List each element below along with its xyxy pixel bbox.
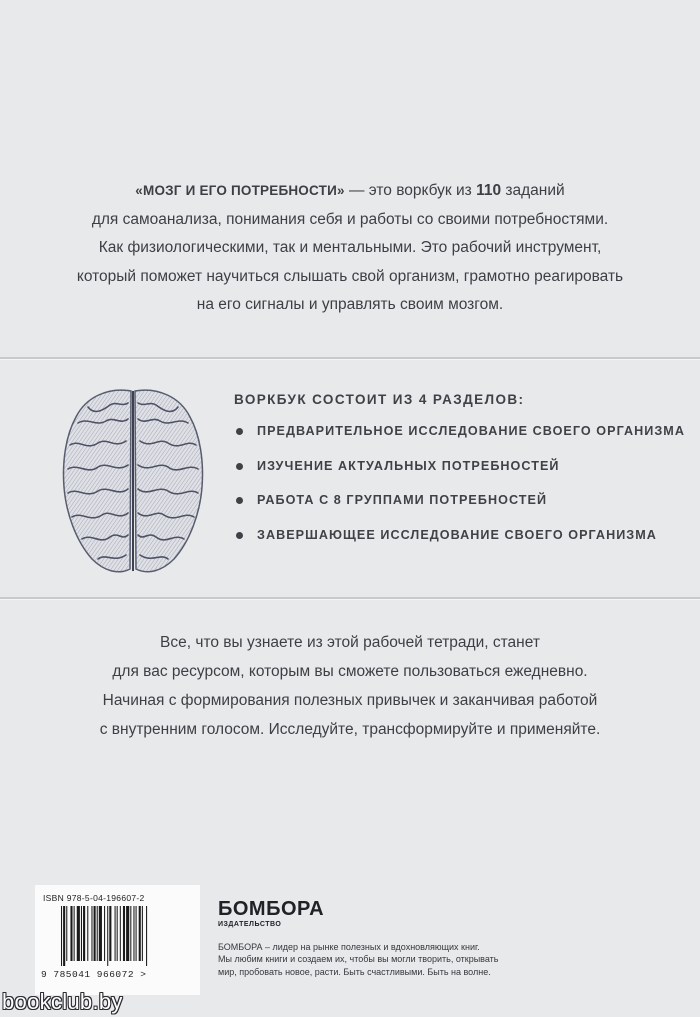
barcode-icon [59, 906, 193, 966]
watermark-text: bookclub.by [2, 989, 123, 1014]
list-item [236, 528, 685, 563]
brain-illustration [58, 383, 208, 578]
outro-line-2: для вас ресурсом, которым вы сможете пользоваться ежедневно. [112, 663, 588, 680]
list-item [236, 459, 685, 494]
intro-line-1 [20, 177, 680, 206]
divider-top [0, 357, 700, 359]
divider-bottom [0, 597, 700, 599]
intro-text: заданий [501, 182, 565, 199]
barcode-digits: 9 785041 966072 > [41, 969, 147, 980]
intro-text: — это воркбук из [344, 182, 477, 199]
bullet-dot-icon [236, 428, 243, 435]
outro-line-3: Начиная с формирования полезных привычек и заканчивая работой [102, 692, 598, 709]
task-count: 110 [476, 182, 502, 199]
section-label: РАБОТА С 8 ГРУППАМИ ПОТРЕБНОСТЕЙ [257, 493, 548, 507]
publisher-desc-line: мир, пробовать новое, расти. Быть счастливыми. Быть на волне. [218, 966, 491, 977]
list-item [236, 493, 685, 528]
publisher-logo: БОМБОРА [218, 898, 325, 920]
isbn-number: ISBN 978-5-04-196607-2 [43, 893, 145, 903]
bullet-dot-icon [236, 497, 243, 504]
section-label: ПРЕДВАРИТЕЛЬНОЕ ИССЛЕДОВАНИЕ СВОЕГО ОРГАНИЗМА [257, 424, 685, 438]
bullet-dot-icon [236, 532, 243, 539]
intro-line-5: на его сигналы и управлять своим мозгом. [196, 296, 504, 313]
intro-line-4: который поможет научиться слышать свой организм, грамотно реагировать [76, 267, 624, 285]
section-label: ИЗУЧЕНИЕ АКТУАЛЬНЫХ ПОТРЕБНОСТЕЙ [257, 458, 560, 473]
outro-paragraph [20, 628, 680, 744]
publisher-desc-line: Мы любим книги и создаем их, чтобы вы могли творить, открывать [218, 954, 499, 965]
bullet-dot-icon [236, 463, 243, 470]
book-title-quote: «МОЗГ И ЕГО ПОТРЕБНОСТИ» [135, 183, 345, 198]
publisher-description [218, 941, 578, 978]
intro-paragraph [20, 177, 680, 320]
outro-line-1: Все, что вы узнаете из этой рабочей тетради, станет [160, 634, 540, 651]
publisher-desc-line: БОМБОРА – лидер на рынке полезных и вдохновляющих книг. [218, 942, 480, 952]
outro-line-4: с внутренним голосом. Исследуйте, трансформируйте и применяйте. [99, 721, 601, 738]
intro-line-2: для самоанализа, понимания себя и работы со своими потребностями. [91, 210, 609, 228]
barcode-panel [35, 885, 200, 995]
sections-list [236, 424, 685, 562]
section-label: ЗАВЕРШАЮЩЕЕ ИССЛЕДОВАНИЕ СВОЕГО ОРГАНИЗМА [257, 527, 657, 542]
publisher-subtitle: ИЗДАТЕЛЬСТВО [218, 921, 282, 928]
sections-heading: ВОРКБУК СОСТОИТ ИЗ 4 РАЗДЕЛОВ: [234, 392, 525, 407]
intro-line-3: Как физиологическими, так и ментальными. Это рабочий инструмент, [98, 239, 602, 256]
list-item [236, 424, 685, 459]
